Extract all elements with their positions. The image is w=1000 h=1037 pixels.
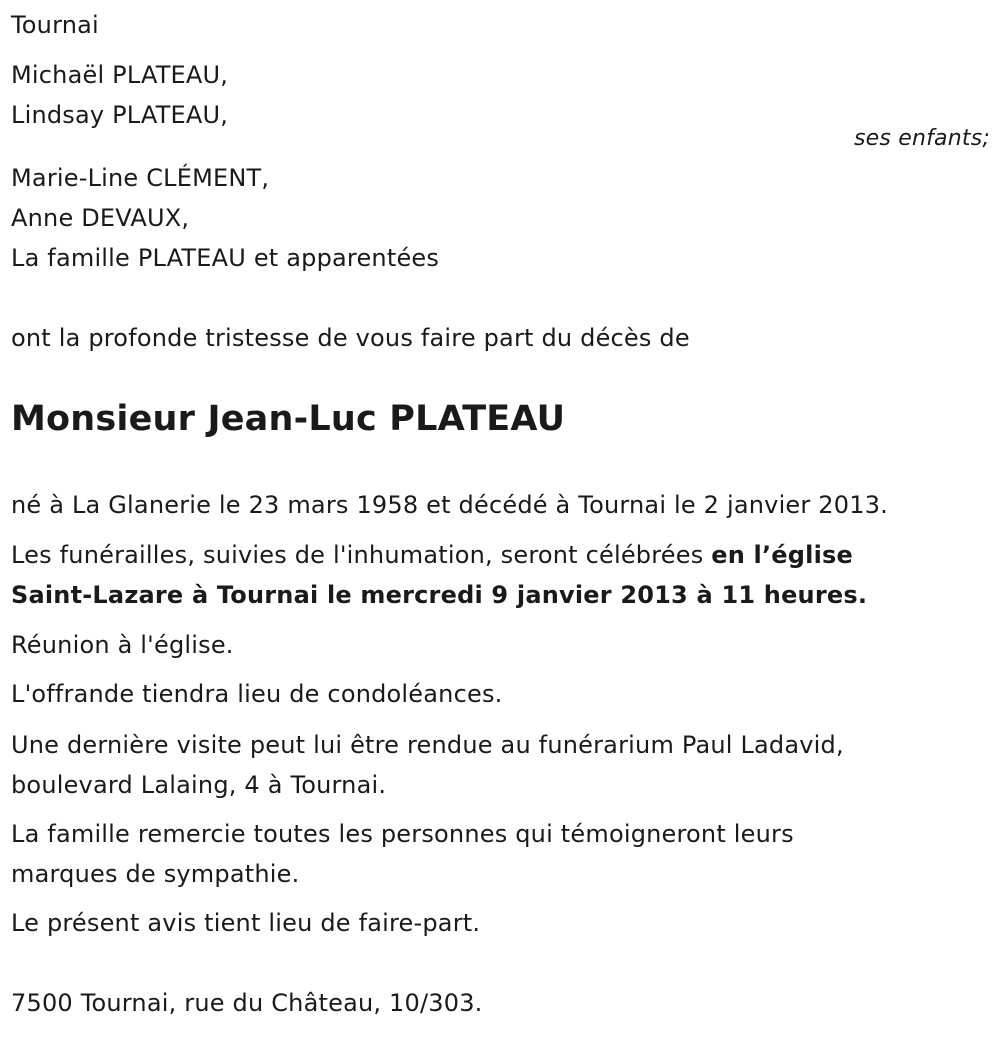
notice-info: Le présent avis tient lieu de faire-part. [11,909,481,937]
thanks-info: La famille remercie toutes les personnes qui témoigneront leurs [11,820,794,848]
intro-sentence: ont la profonde tristesse de vous faire part du décès de [11,324,690,352]
child-name: Lindsay PLATEAU, [11,101,229,129]
city-heading: Tournai [11,11,99,39]
thanks-info: marques de sympathie. [11,860,300,888]
funeral-location-part-1: en l’église [711,541,853,569]
visit-info: Une dernière visite peut lui être rendue au funérarium Paul Ladavid, [11,731,844,759]
relative-name: Marie-Line CLÉMENT, [11,164,270,192]
funeral-info-line-1 [11,535,853,575]
birth-death-info: né à La Glanerie le 23 mars 1958 et décédé à Tournai le 2 janvier 2013. [11,491,889,519]
children-relation-note: ses enfants; [853,126,990,151]
relative-name: Anne DEVAUX, [11,204,190,232]
funeral-text: Les funérailles, suivies de l'inhumation, seront célébrées [11,541,712,569]
offering-info: L'offrande tiendra lieu de condoléances. [11,680,503,708]
funeral-location-part-2: Saint-Lazare à Tournai le mercredi 9 janvier 2013 à 11 heures. [11,581,868,609]
child-name: Michaël PLATEAU, [11,61,229,89]
meeting-info: Réunion à l'église. [11,631,234,659]
family-address: 7500 Tournai, rue du Château, 10/303. [11,989,483,1017]
visit-info: boulevard Lalaing, 4 à Tournai. [11,771,387,799]
deceased-name: Monsieur Jean-Luc PLATEAU [11,399,566,439]
relative-name: La famille PLATEAU et apparentées [11,244,440,272]
